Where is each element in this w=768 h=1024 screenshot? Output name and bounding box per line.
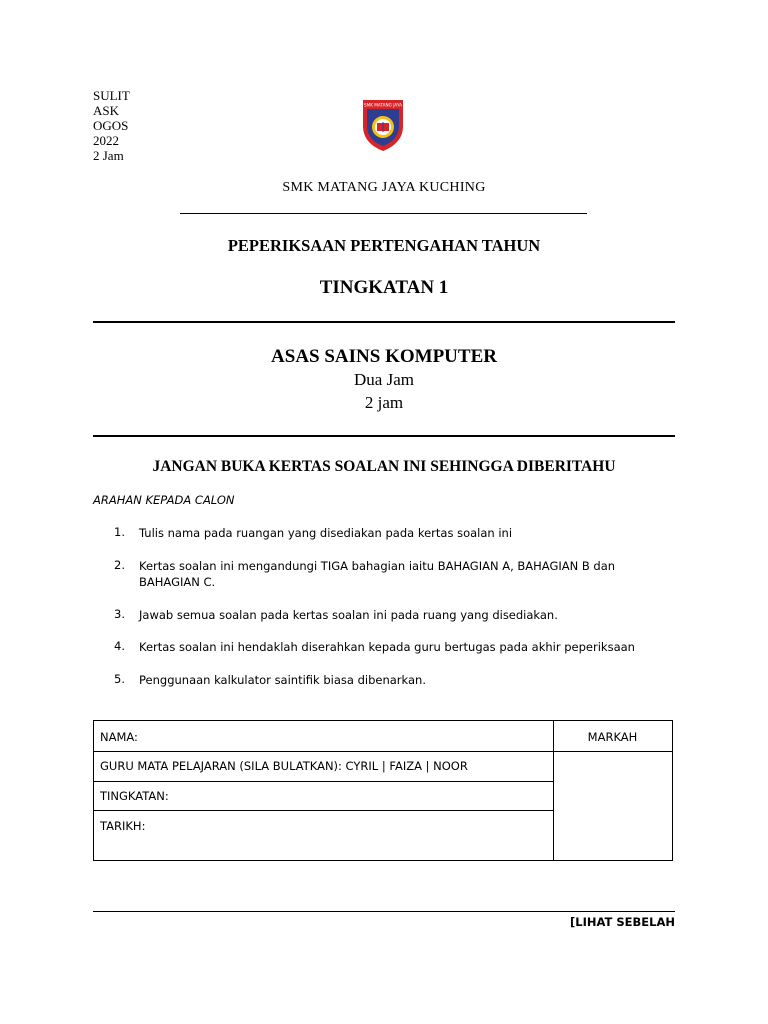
instruction-text: Penggunaan kalkulator saintifik biasa dibenarkan. (139, 673, 426, 687)
footer-rule (93, 911, 675, 912)
table-row-divider (94, 810, 553, 811)
instruction-text: Jawab semua soalan pada kertas soalan ini pada ruang yang disediakan. (139, 608, 558, 622)
divider-bottom (93, 435, 675, 437)
form-field-label: TINGKATAN: (100, 789, 169, 803)
instruction-number: 2. (114, 558, 125, 572)
subject-title: ASAS SAINS KOMPUTER (271, 346, 497, 367)
instruction-number: 1. (114, 525, 125, 539)
subject-code: ASK (93, 103, 120, 118)
teacher-field-label: GURU MATA PELAJARAN (SILA BULATKAN): CYRIL | FAIZA | NOOR (100, 759, 468, 773)
instruction-text: Kertas soalan ini mengandungi TIGA bahagian iaitu BAHAGIAN A, BAHAGIAN B dan BAHAGIAN C. (139, 559, 616, 589)
instruction-number: 4. (114, 639, 125, 653)
crest-text: SMK MATANG JAYA (363, 102, 403, 108)
duration-short: 2 jam (364, 393, 404, 412)
instructions-heading: ARAHAN KEPADA CALON (93, 493, 235, 507)
exam-title: PEPERIKSAAN PERTENGAHAN TAHUN (227, 236, 541, 255)
instruction-number: 3. (114, 607, 125, 621)
form-level: TINGKATAN 1 (319, 277, 449, 298)
warning-notice: JANGAN BUKA KERTAS SOALAN INI SEHINGGA DIBERITAHU (152, 458, 616, 475)
divider-top (93, 321, 675, 323)
candidate-details-table (93, 720, 673, 861)
see-next-page-note: [LIHAT SEBELAH (570, 915, 675, 929)
exam-year: 2022 (93, 133, 119, 148)
table-row-divider (94, 781, 553, 782)
duration-words: Dua Jam (354, 370, 414, 389)
instruction-text: Kertas soalan ini hendaklah diserahkan kepada guru bertugas pada akhir peperiksaan (139, 640, 635, 654)
school-crest-logo (360, 96, 406, 152)
school-underline (180, 213, 587, 214)
school-name: SMK MATANG JAYA KUCHING (282, 180, 486, 195)
instruction-text: Tulis nama pada ruangan yang disediakan pada kertas soalan ini (139, 526, 513, 540)
instruction-number: 5. (114, 672, 125, 686)
table-row-divider (94, 751, 672, 752)
exam-duration-header: 2 Jam (93, 148, 124, 163)
marks-label: MARKAH (587, 730, 638, 744)
exam-month: OGOS (93, 118, 129, 133)
name-field-label: NAMA: (100, 730, 138, 744)
date-field-label: TARIKH: (100, 819, 146, 833)
classification-label: SULIT (93, 88, 130, 103)
